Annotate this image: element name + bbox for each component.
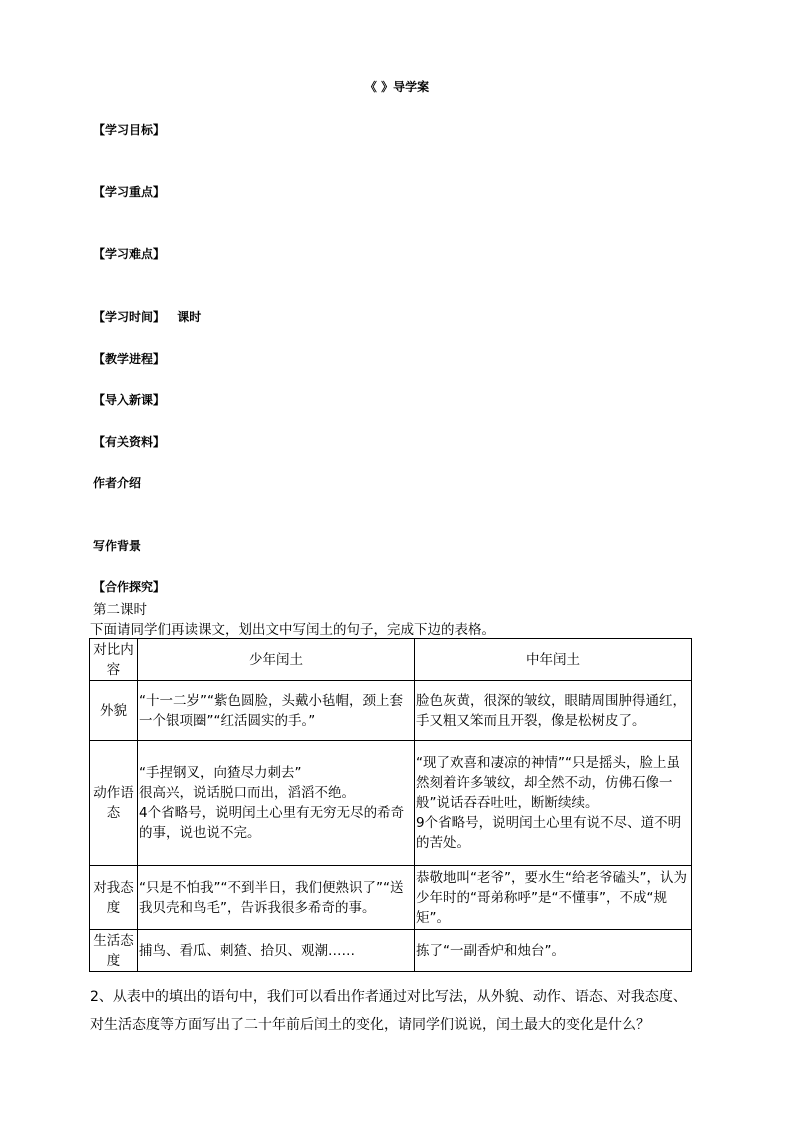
lesson-label: 第二课时: [93, 602, 147, 618]
row-label-action: 动作语态: [90, 741, 138, 866]
cell-middle-appearance: 脸色灰黄，很深的皱纹，眼睛周围肿得通红，手又粗又笨而且开裂，像是松树皮了。: [415, 681, 692, 741]
section-time: [93, 308, 201, 325]
young-action-line: 4个省略号，说明闰土心里有无穷无尽的希奇的事，说也说不完。: [139, 805, 405, 841]
middle-action-line: “现了欢喜和凄凉的神情”“只是摇头，脸上虽然刻着许多皱纹，却全然不动，仿佛石像一般”说话吞吞吐吐，断断续续。: [416, 755, 680, 811]
section-time-label: 【学习时间】: [93, 310, 166, 324]
section-key: 【学习重点】: [93, 185, 166, 199]
section-background: 写作背景: [93, 539, 142, 553]
section-author: 作者介绍: [93, 476, 142, 490]
section-process: 【教学进程】: [93, 352, 166, 366]
header-young-runtu: 少年闰土: [138, 639, 415, 681]
table-row: [90, 741, 692, 866]
section-difficulty: 【学习难点】: [93, 247, 166, 261]
middle-action-line: 9个省略号，说明闰土心里有说不尽、道不明的苦处。: [416, 815, 682, 851]
row-label-appearance: 外貌: [90, 681, 138, 741]
cell-middle-attitude: 恭敬地叫“老爷”，要水生“给老爷磕头”，认为少年时的“哥弟称呼”是“不懂事”，不成“规矩”。: [415, 866, 692, 930]
comparison-table: [89, 638, 692, 972]
section-time-value: 课时: [177, 310, 202, 324]
page-title: 《 》导学案: [364, 80, 430, 94]
cell-middle-life: 拣了“一副香炉和烛台”。: [415, 930, 692, 972]
section-materials: 【有关资料】: [93, 435, 166, 449]
cell-middle-action: [415, 741, 692, 866]
header-compare-content: 对比内容: [90, 639, 138, 681]
section-goal: 【学习目标】: [93, 123, 166, 137]
section-explore: 【合作探究】: [93, 580, 166, 594]
cell-young-life: 捕鸟、看瓜、刺猹、拾贝、观潮……: [138, 930, 415, 972]
table-row: [90, 681, 692, 741]
table-row: [90, 930, 692, 972]
question-2: 2、从表中的填出的语句中，我们可以看出作者通过对比写法，从外貌、动作、语态、对我态度、对生活态度等方面写出了二十年前后闰土的变化，请同学们说说，闰土最大的变化是什么？: [90, 989, 687, 1033]
young-action-line: “手捏钢叉，向猹尽力刺去”: [139, 765, 302, 781]
young-action-line: 很高兴，说话脱口而出，滔滔不绝。: [139, 785, 355, 801]
cell-young-action: [138, 741, 415, 866]
row-label-attitude-me: 对我态度: [90, 866, 138, 930]
header-middle-runtu: 中年闰土: [415, 639, 692, 681]
row-label-life-attitude: 生活态度: [90, 930, 138, 972]
table-row: [90, 866, 692, 930]
instruction-text: 下面请同学们再读课文，划出文中写闰土的句子，完成下边的表格。: [90, 622, 495, 638]
table-header-row: [90, 639, 692, 681]
cell-young-attitude: “只是不怕我”“不到半日，我们便熟识了”“送我贝壳和鸟毛”，告诉我很多希奇的事。: [138, 866, 415, 930]
section-intro: 【导入新课】: [93, 393, 166, 407]
cell-young-appearance: “十一二岁”“紫色圆脸，头戴小毡帽，颈上套一个银项圈”“红活圆实的手。”: [138, 681, 415, 741]
